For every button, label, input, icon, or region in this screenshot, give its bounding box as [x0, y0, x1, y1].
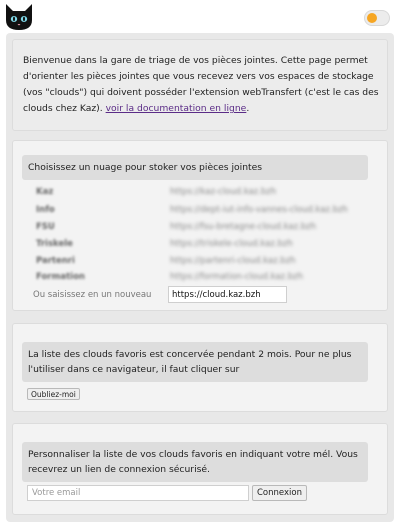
cloud-item-info[interactable] [28, 205, 348, 219]
cloud-item-formation[interactable] [28, 272, 348, 286]
custom-cloud-input[interactable] [168, 286, 287, 303]
intro-trailing: . [246, 103, 250, 114]
cloud-url: https://kaz-cloud.kaz.bzh [170, 187, 277, 197]
custom-cloud-label: Ou saisissez en un nouveau [33, 290, 152, 300]
cloud-name: Partenri [36, 256, 75, 266]
intro-body: Bienvenue dans la gare de triage de vos pièces jointes. Cette page permet d'orienter les pièces jointes que vous recevez vers vos espaces de stockage (vos "clouds") qui doivent posséder l'extension webTransfert (c'est le cas des clouds chez Kaz). [23, 55, 379, 114]
intro-panel [12, 39, 388, 131]
email-text: Personnaliser la liste de vos clouds favoris en indiquant votre mél. Vous recevrez un lien de connexion sécurisé. [22, 442, 368, 482]
intro-text [23, 53, 381, 117]
black-cat-icon [3, 2, 35, 32]
documentation-link[interactable]: voir la documentation en ligne [105, 103, 247, 114]
top-bar [0, 0, 400, 33]
cloud-url: https://fsu-bretagne-cloud.kaz.bzh [170, 222, 317, 232]
theme-toggle[interactable] [364, 10, 390, 26]
login-button[interactable]: Connexion [252, 485, 307, 501]
email-panel [12, 423, 388, 515]
cloud-url: https://dept-iut-info-vannes-cloud.kaz.bzh [170, 205, 348, 215]
cloud-url: https://triskele-cloud.kaz.bzh [170, 239, 293, 249]
cloud-name: Kaz [36, 187, 54, 197]
cloud-item-kaz[interactable] [28, 187, 348, 201]
favorites-text: La liste des clouds favoris est concervée pendant 2 mois. Pour ne plus l'utiliser dans ce navigateur, il faut cliquer sur [22, 342, 368, 382]
cloud-url: https://partenri-cloud.kaz.bzh [170, 256, 296, 266]
forget-me-button[interactable]: Oubliez-moi [27, 388, 80, 400]
cloud-item-partenri[interactable] [28, 256, 348, 270]
clouds-heading: Choisissez un nuage pour stoker vos pièces jointes [22, 155, 368, 180]
cloud-name: Triskele [36, 239, 73, 249]
cloud-item-fsu[interactable] [28, 222, 348, 236]
cloud-item-triskele[interactable] [28, 239, 348, 253]
cloud-name: Formation [36, 272, 85, 282]
email-field[interactable] [27, 485, 249, 501]
cloud-name: Info [36, 205, 55, 215]
cloud-url: https://formation-cloud.kaz.bzh [170, 272, 303, 282]
sun-icon [367, 13, 377, 23]
cloud-name: FSU [36, 222, 55, 232]
